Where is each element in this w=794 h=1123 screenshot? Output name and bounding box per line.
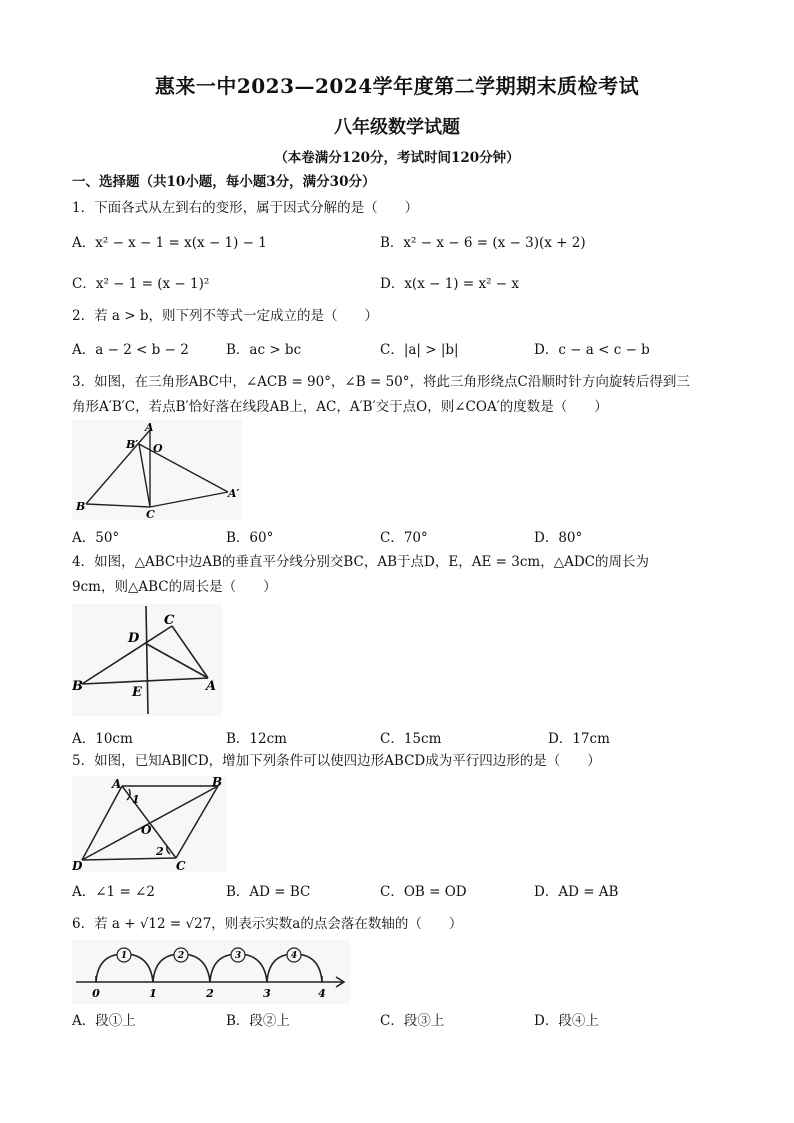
q3-stem-line1: 3．如图，在三角形ABC中，∠ACB = 90°，∠B = 50°，将此三角形绕点C沿顺时针方向旋转后得到三 [72,374,690,390]
q6-segment-3-label: 3 [234,951,242,961]
q6-tick-0: 0 [92,987,100,1000]
q6-option-c: C．段③上 [380,1013,445,1029]
q4-stem-line1: 4．如图，△ABC中边AB的垂直平分线分别交BC，AB于点D，E，AE = 3cm，△ADC的周长为 [72,554,649,570]
q4-stem-line2: 9cm，则△ABC的周长是（ ） [72,579,277,595]
q3-label-b: B [76,500,86,513]
q4-option-b: B．12cm [226,731,287,747]
q4-option-c: C．15cm [380,731,442,747]
q1-option-c: C．x² − 1 = (x − 1)² [72,276,210,292]
q2-option-d: D．c − a < c − b [534,342,650,358]
q2-option-a: A．a − 2 < b − 2 [72,342,189,358]
q6-option-b: B．段②上 [226,1013,290,1029]
q3-triangle-figure [72,420,242,520]
q2-option-b: B．ac > bc [226,342,302,358]
q5-parallelogram-figure [72,776,227,872]
q3-option-d: D．80° [534,530,583,546]
q5-label-angle2: 2 [156,845,164,858]
q5-label-d: D [72,859,83,872]
q5-option-d: D．AD = AB [534,884,619,900]
q6-stem: 6．若 a + √12 = √27，则表示实数a的点会落在数轴的（ ） [72,916,463,932]
q5-label-b: B [212,776,223,789]
q3-label-b-prime: B′ [126,438,139,451]
q3-option-b: B．60° [226,530,274,546]
q6-option-a: A．段①上 [72,1013,136,1029]
q3-label-a-prime: A′ [228,487,240,500]
q3-option-a: A．50° [72,530,120,546]
q4-label-d: D [128,631,140,646]
q4-option-a: A．10cm [72,731,133,747]
q6-number-line-figure [72,940,350,1004]
q6-segment-2-label: 2 [177,951,185,961]
q5-label-c: C [176,859,186,872]
q6-segment-4-label: 4 [290,951,298,961]
q3-option-c: C．70° [380,530,428,546]
q5-option-b: B．AD = BC [226,884,311,900]
q1-option-b: B．x² − x − 6 = (x − 3)(x + 2) [380,235,586,251]
exam-title: 惠来一中2023—2024学年度第二学期期末质检考试 [154,74,640,98]
exam-note: （本卷满分120分，考试时间120分钟） [274,150,520,166]
q6-tick-4: 4 [318,987,326,1000]
q5-option-c: C．OB = OD [380,884,467,900]
q5-label-a: A [112,777,122,791]
q3-label-a: A [145,421,154,434]
q6-segment-1-label: 1 [120,951,128,961]
q4-label-e: E [132,685,142,700]
q2-stem: 2．若 a > b，则下列不等式一定成立的是（ ） [72,308,378,324]
q5-stem: 5．如图，已知AB∥CD，增加下列条件可以使四边形ABCD成为平行四边形的是（ ） [72,753,601,769]
q2-option-c: C．|a| > |b| [380,342,459,358]
q3-label-o: O [153,442,163,455]
q5-option-a: A．∠1 = ∠2 [72,884,155,900]
q5-label-o: O [141,823,152,837]
q1-option-d: D．x(x − 1) = x² − x [380,276,519,292]
q3-stem-line2: 角形A′B′C，若点B′恰好落在线段AB上，AC，A′B′交于点O，则∠COA′的度数是（ ） [72,399,608,415]
q1-option-a: A．x² − x − 1 = x(x − 1) − 1 [72,235,267,251]
q4-label-c: C [164,613,175,628]
q6-tick-3: 3 [263,987,271,1000]
q4-label-b: B [72,679,83,694]
q1-stem: 1．下面各式从左到右的变形，属于因式分解的是（ ） [72,200,419,216]
q4-label-a: A [206,679,217,694]
q5-label-angle1: 1 [132,793,140,806]
q6-option-d: D．段④上 [534,1013,599,1029]
section-heading: 一、选择题（共10小题，每小题3分，满分30分） [72,174,376,190]
q6-tick-2: 2 [206,987,214,1000]
q3-label-c: C [146,508,155,520]
q4-triangle-figure [72,604,222,716]
q6-tick-1: 1 [149,987,157,1000]
exam-subtitle: 八年级数学试题 [334,117,460,138]
q4-option-d: D．17cm [548,731,610,747]
